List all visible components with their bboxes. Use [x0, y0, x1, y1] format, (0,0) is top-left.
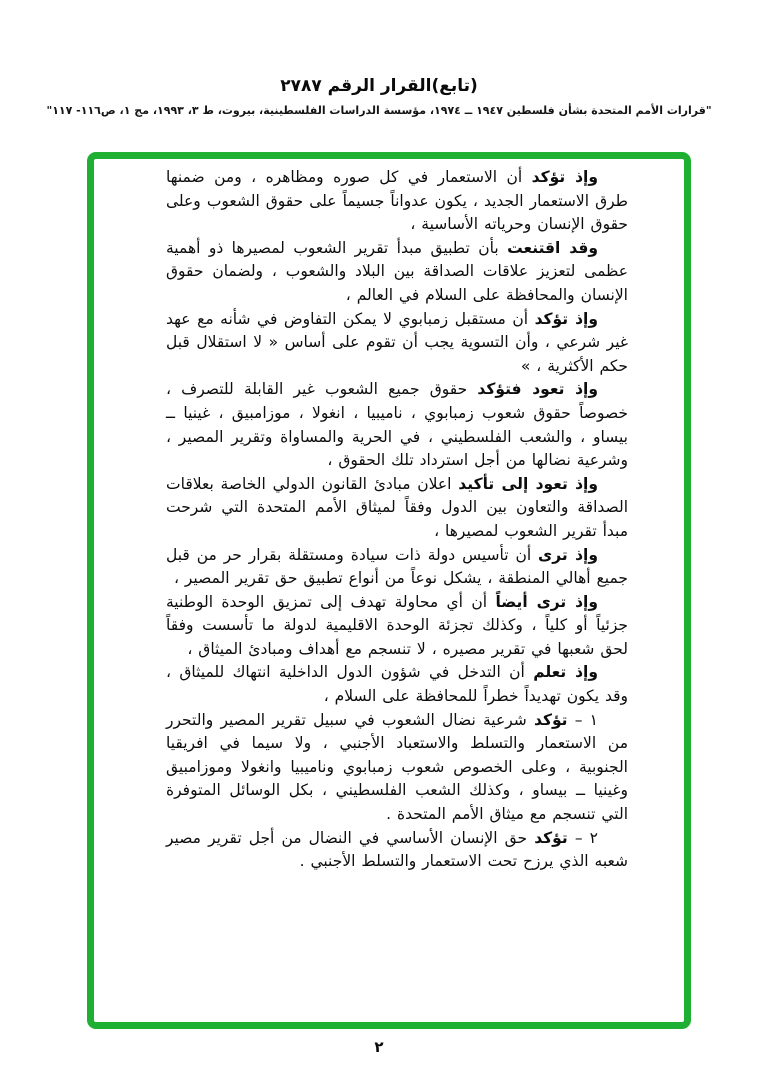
paragraph-lead: تؤكد [533, 710, 568, 729]
paragraph: ١ – تؤكد شرعية نضال الشعوب في سبيل تقرير المصير والتحرر من الاستعمار والتسلط والاستعباد الأجنبي ، ولا سيما في افريقيا الجنوبية ، وعلى الخصوص شعوب زمبابوي وناميبيا وانغولا وموزامبيق وغينيا ــ بيساو ، وكذلك الشعب الفلسطيني ، بكل الوسائل المتوفرة التي تنسجم مع ميثاق الأمم المتحدة . [166, 710, 628, 824]
paragraph: وقد اقتنعت بأن تطبيق مبدأ تقرير الشعوب لمصيرها ذو أهمية عظمى لتعزيز علاقات الصداقة بين البلاد والشعوب ، ولضمان حقوق الإنسان والمحافظة على السلام في العالم ، [166, 238, 628, 304]
page-title: (تابع)القرار الرقم ٢٧٨٧ [280, 76, 478, 96]
paragraph-lead: وإذ ترى أيضاً [495, 592, 599, 611]
paragraph: ٢ – تؤكد حق الإنسان الأساسي في النضال من أجل تقرير مصير شعبه الذي يرزح تحت الاستعمار والتسلط الأجنبي . [166, 828, 628, 871]
item-number: ١ – [567, 710, 598, 729]
paragraph-lead: وقد اقتنعت [507, 238, 598, 257]
paragraph-lead: وإذ تعلم [533, 663, 598, 682]
decree-text-frame [87, 152, 691, 1029]
paragraph: وإذ ترى أن تأسيس دولة ذات سيادة ومستقلة بقرار حر من قبل جميع أهالي المنطقة ، يشكل نوعاً من أنواع تطبيق حق تقرير المصير ، [166, 545, 628, 588]
paragraph: وإذ تعلم أن التدخل في شؤون الدول الداخلية انتهاك للميثاق ، وقد يكون تهديداً خطراً للمحافظة على السلام ، [166, 663, 628, 706]
item-number: ٢ – [567, 828, 598, 847]
paragraph-lead: وإذ تعود إلى تأكيد [458, 474, 598, 493]
paragraph: وإذ تؤكد أن مستقبل زمبابوي لا يمكن التفاوض في شأنه مع عهد غير شرعي ، وأن التسوية يجب أن تقوم على أساس « لا استقلال قبل حكم الأكثرية ، » [166, 309, 628, 375]
paragraph: وإذ تعود فتؤكد حقوق جميع الشعوب غير القابلة للتصرف ، خصوصاً حقوق شعوب زمبابوي ، ناميبيا ، انغولا ، موزامبيق ، غينيا ــ بيساو ، والشعب الفلسطيني ، في الحرية والمساواة وتقرير المصير ، وشرعية نضالها من أجل استرداد تلك الحقوق ، [166, 380, 628, 470]
paragraph-lead: وإذ تؤكد [531, 168, 598, 186]
paragraph-lead: تؤكد [534, 828, 568, 847]
paragraph-lead: وإذ تعود فتؤكد [477, 380, 598, 399]
paragraph: وإذ تعود إلى تأكيد اعلان مبادئ القانون الدولي الخاصة بعلاقات الصداقة والتعاون بين الدول وفقاً لميثاق الأمم المتحدة التي شرحت مبدأ تقرير الشعوب لمصيرها ، [166, 474, 628, 540]
paragraph-lead: وإذ تؤكد [534, 309, 598, 328]
decree-text-body [94, 159, 684, 1022]
page-number: ٢ [374, 1038, 384, 1056]
paragraph-lead: وإذ ترى [538, 545, 598, 564]
paragraph: وإذ تؤكد أن الاستعمار في كل صوره ومظاهره ، ومن ضمنها طرق الاستعمار الجديد ، يكون عدواناً جسيماً على حقوق الشعوب وعلى حقوق الإنسان وحرياته الأساسية ، [166, 168, 628, 234]
paragraph: وإذ ترى أيضاً أن أي محاولة تهدف إلى تمزيق الوحدة الوطنية جزئياً أو كلياً ، وكذلك تجزئة الوحدة الاقليمية لدولة ما تأسست وفقاً لحق شعبها في تقرير مصيره ، لا تنسجم مع أهداف ومبادئ الميثاق ، [166, 592, 628, 658]
source-citation: "قرارات الأمم المتحدة بشأن فلسطين ١٩٤٧ ــ ١٩٧٤، مؤسسة الدراسات الفلسطينية، بيروت، ط ٣، ١٩٩٣، مج ١، ص١١٦- ١١٧" [46, 104, 712, 117]
